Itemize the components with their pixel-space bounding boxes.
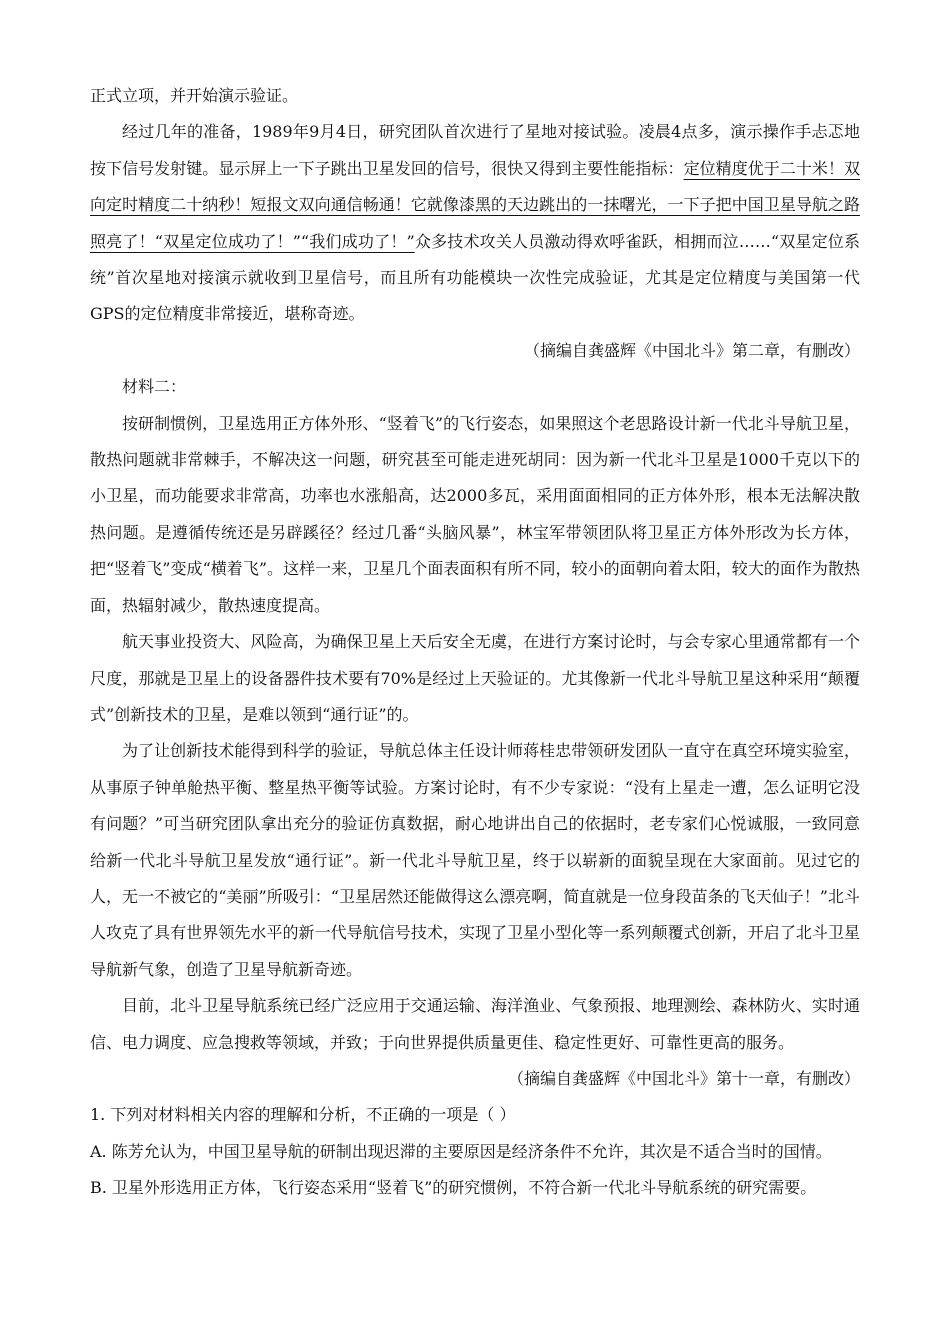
material1-paragraph-0: 正式立项，并开始演示验证。 xyxy=(90,86,299,105)
material2-paragraph-1: 按研制惯例，卫星选用正方体外形、“竖着飞”的飞行姿态，如果照这个老思路设计新一代北斗导航卫星，散热问题就非常棘手，不解决这一问题，研究甚至可能走进死胡同：因为新一代北斗卫星是1000千克以下的小卫星，而功能要求非常高，功率也水涨船高，达2000多瓦，采用面面相同的正方体外形，根本无法解决散热问题。是遵循传统还是另辟蹊径？经过几番“头脑风暴”，林宝军带领团队将卫星正方体外形改为长方体，把“竖着飞”变成“横着飞”。这样一来，卫星几个面表面积有所不同，较小的面朝向着太阳，较大的面作为散热面，热辐射减少，散热速度提高。 xyxy=(90,413,860,615)
question-1-stem: 1. 下列对材料相关内容的理解和分析，不正确的一项是（ ） xyxy=(90,1105,516,1125)
material1-p1-after: 众多技术攻关人员激动得欢呼雀跃，相拥而泣……“双星定位系统”首次星地对接演示就收到卫星信号，而且所有功能模块一次性完成验证，尤其是定位精度与美国第一代GPS的定位精度非常接近，堪称奇迹。 xyxy=(90,231,860,324)
material1-p1-before: 经过几年的准备，1989年9月4日，研究团队首次进行了星地对接试验。凌晨4点多，演示操作手忐忑地按下信号发射键。显示屏上一下子跳出卫星发回的信号，很快又得到主要性能指标： xyxy=(90,122,860,178)
material1-p1-underlined: 定位精度优于二十米！双向定时精度二十纳秒！短报文双向通信畅通！它就像漆黑的天边跳出的一抹曙光，一下子把中国卫星导航之路照亮了！“双星定位成功了！”“我们成功了！” xyxy=(90,158,860,251)
material1-source: （摘编自龚盛辉《中国北斗》第二章，有删改） xyxy=(523,340,860,360)
material2-paragraph-4: 目前，北斗卫星导航系统已经广泛应用于交通运输、海洋渔业、气象预报、地理测绘、森林防火、实时通信、电力调度、应急搜救等领域，并致；于向世界提供质量更佳、稳定性更好、可靠性更高的服务。 xyxy=(90,996,860,1052)
material2-heading: 材料二： xyxy=(122,377,187,397)
material1-paragraph-1 xyxy=(90,114,860,332)
question-1-option-b: B. 卫星外形选用正方体，飞行姿态采用“竖着飞”的研究惯例，不符合新一代北斗导航系统的研究需要。 xyxy=(90,1178,817,1198)
material2-paragraph-3: 为了让创新技术能得到科学的验证，导航总体主任设计师蒋桂忠带领研发团队一直守在真空环境实验室，从事原子钟单舱热平衡、整星热平衡等试验。方案讨论时，有不少专家说：“没有上星走一遭，怎么证明它没有问题？”可当研究团队拿出充分的验证仿真数据，耐心地讲出自己的依据时，老专家们心悦诚服，一致同意给新一代北斗导航卫星发放“通行证”。新一代北斗导航卫星，终于以崭新的面貌呈现在大家面前。见过它的人，无一不被它的“美丽”所吸引：“卫星居然还能做得这么漂亮啊，简直就是一位身段苗条的飞天仙子！”北斗人攻克了具有世界领先水平的新一代导航信号技术，实现了卫星小型化等一系列颠覆式创新，开启了北斗卫星导航新气象，创造了卫星导航新奇迹。 xyxy=(90,741,860,979)
material2-source: （摘编自龚盛辉《中国北斗》第十一章，有删改） xyxy=(507,1068,860,1088)
document-body xyxy=(90,78,860,1207)
question-1-option-a: A. 陈芳允认为，中国卫星导航的研制出现迟滞的主要原因是经济条件不允许，其次是不适合当时的国情。 xyxy=(90,1141,832,1161)
material2-paragraph-2: 航天事业投资大、风险高，为确保卫星上天后安全无虞，在进行方案讨论时，与会专家心里通常都有一个尺度，那就是卫星上的设备器件技术要有70%是经过上天验证的。尤其像新一代北斗导航卫星这种采用“颠覆式”创新技术的卫星，是难以领到“通行证”的。 xyxy=(90,632,860,724)
